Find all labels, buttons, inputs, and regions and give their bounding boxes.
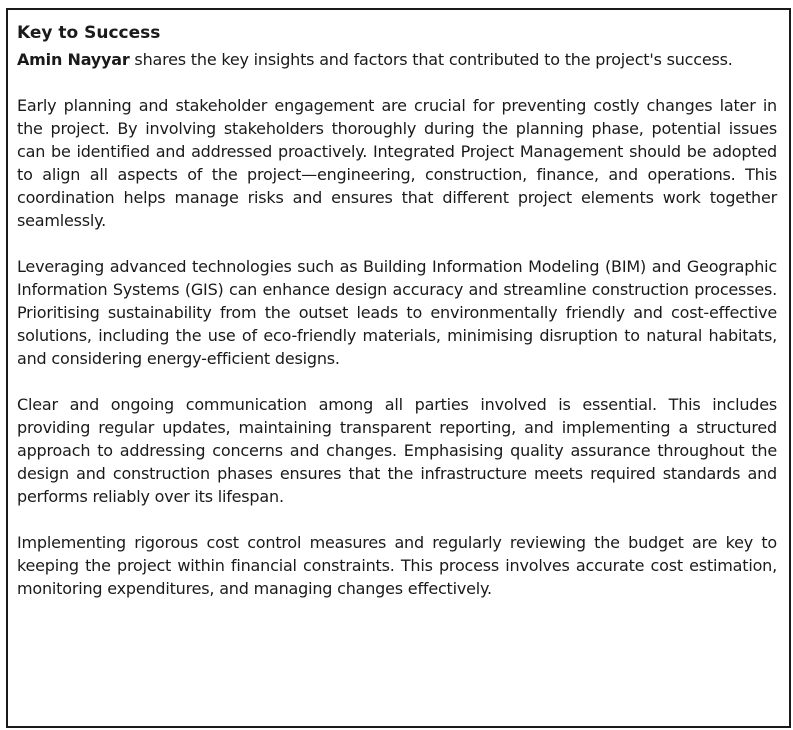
body-paragraph-4: Implementing rigorous cost control measures and regularly reviewing the budget are key to keeping the project within financial constraints. This process involves accurate cost estimation, monitoring expenditures, and managing changes effectively. (17, 533, 777, 598)
article-box (6, 8, 791, 728)
body-paragraph-1: Early planning and stakeholder engagement are crucial for preventing costly changes later in the project. By involving stakeholders thoroughly during the planning phase, potential issues can be identified and addressed proactively. Integrated Project Management should be adopted to align all aspects of the project—engineering, construction, finance, and operations. This coordination helps manage risks and ensures that different project elements work together seamlessly. (17, 96, 777, 230)
intro-paragraph (17, 48, 777, 71)
article-content (17, 22, 777, 600)
intro-text: shares the key insights and factors that contributed to the project's success. (129, 50, 733, 69)
body-paragraph-2: Leveraging advanced technologies such as Building Information Modeling (BIM) and Geographic Information Systems (GIS) can enhance design accuracy and streamline construction processes. Prioritising sustainability from the outset leads to environmentally friendly and cost-effective solutions, including the use of eco-friendly materials, minimising disruption to natural habitats, and considering energy-efficient designs. (17, 257, 777, 368)
author-name: Amin Nayyar (17, 50, 130, 69)
body-paragraph-3: Clear and ongoing communication among all parties involved is essential. This includes providing regular updates, maintaining transparent reporting, and implementing a structured approach to addressing concerns and changes. Emphasising quality assurance throughout the design and construction phases ensures that the infrastructure meets required standards and performs reliably over its lifespan. (17, 395, 777, 506)
article-title: Key to Success (17, 23, 161, 43)
